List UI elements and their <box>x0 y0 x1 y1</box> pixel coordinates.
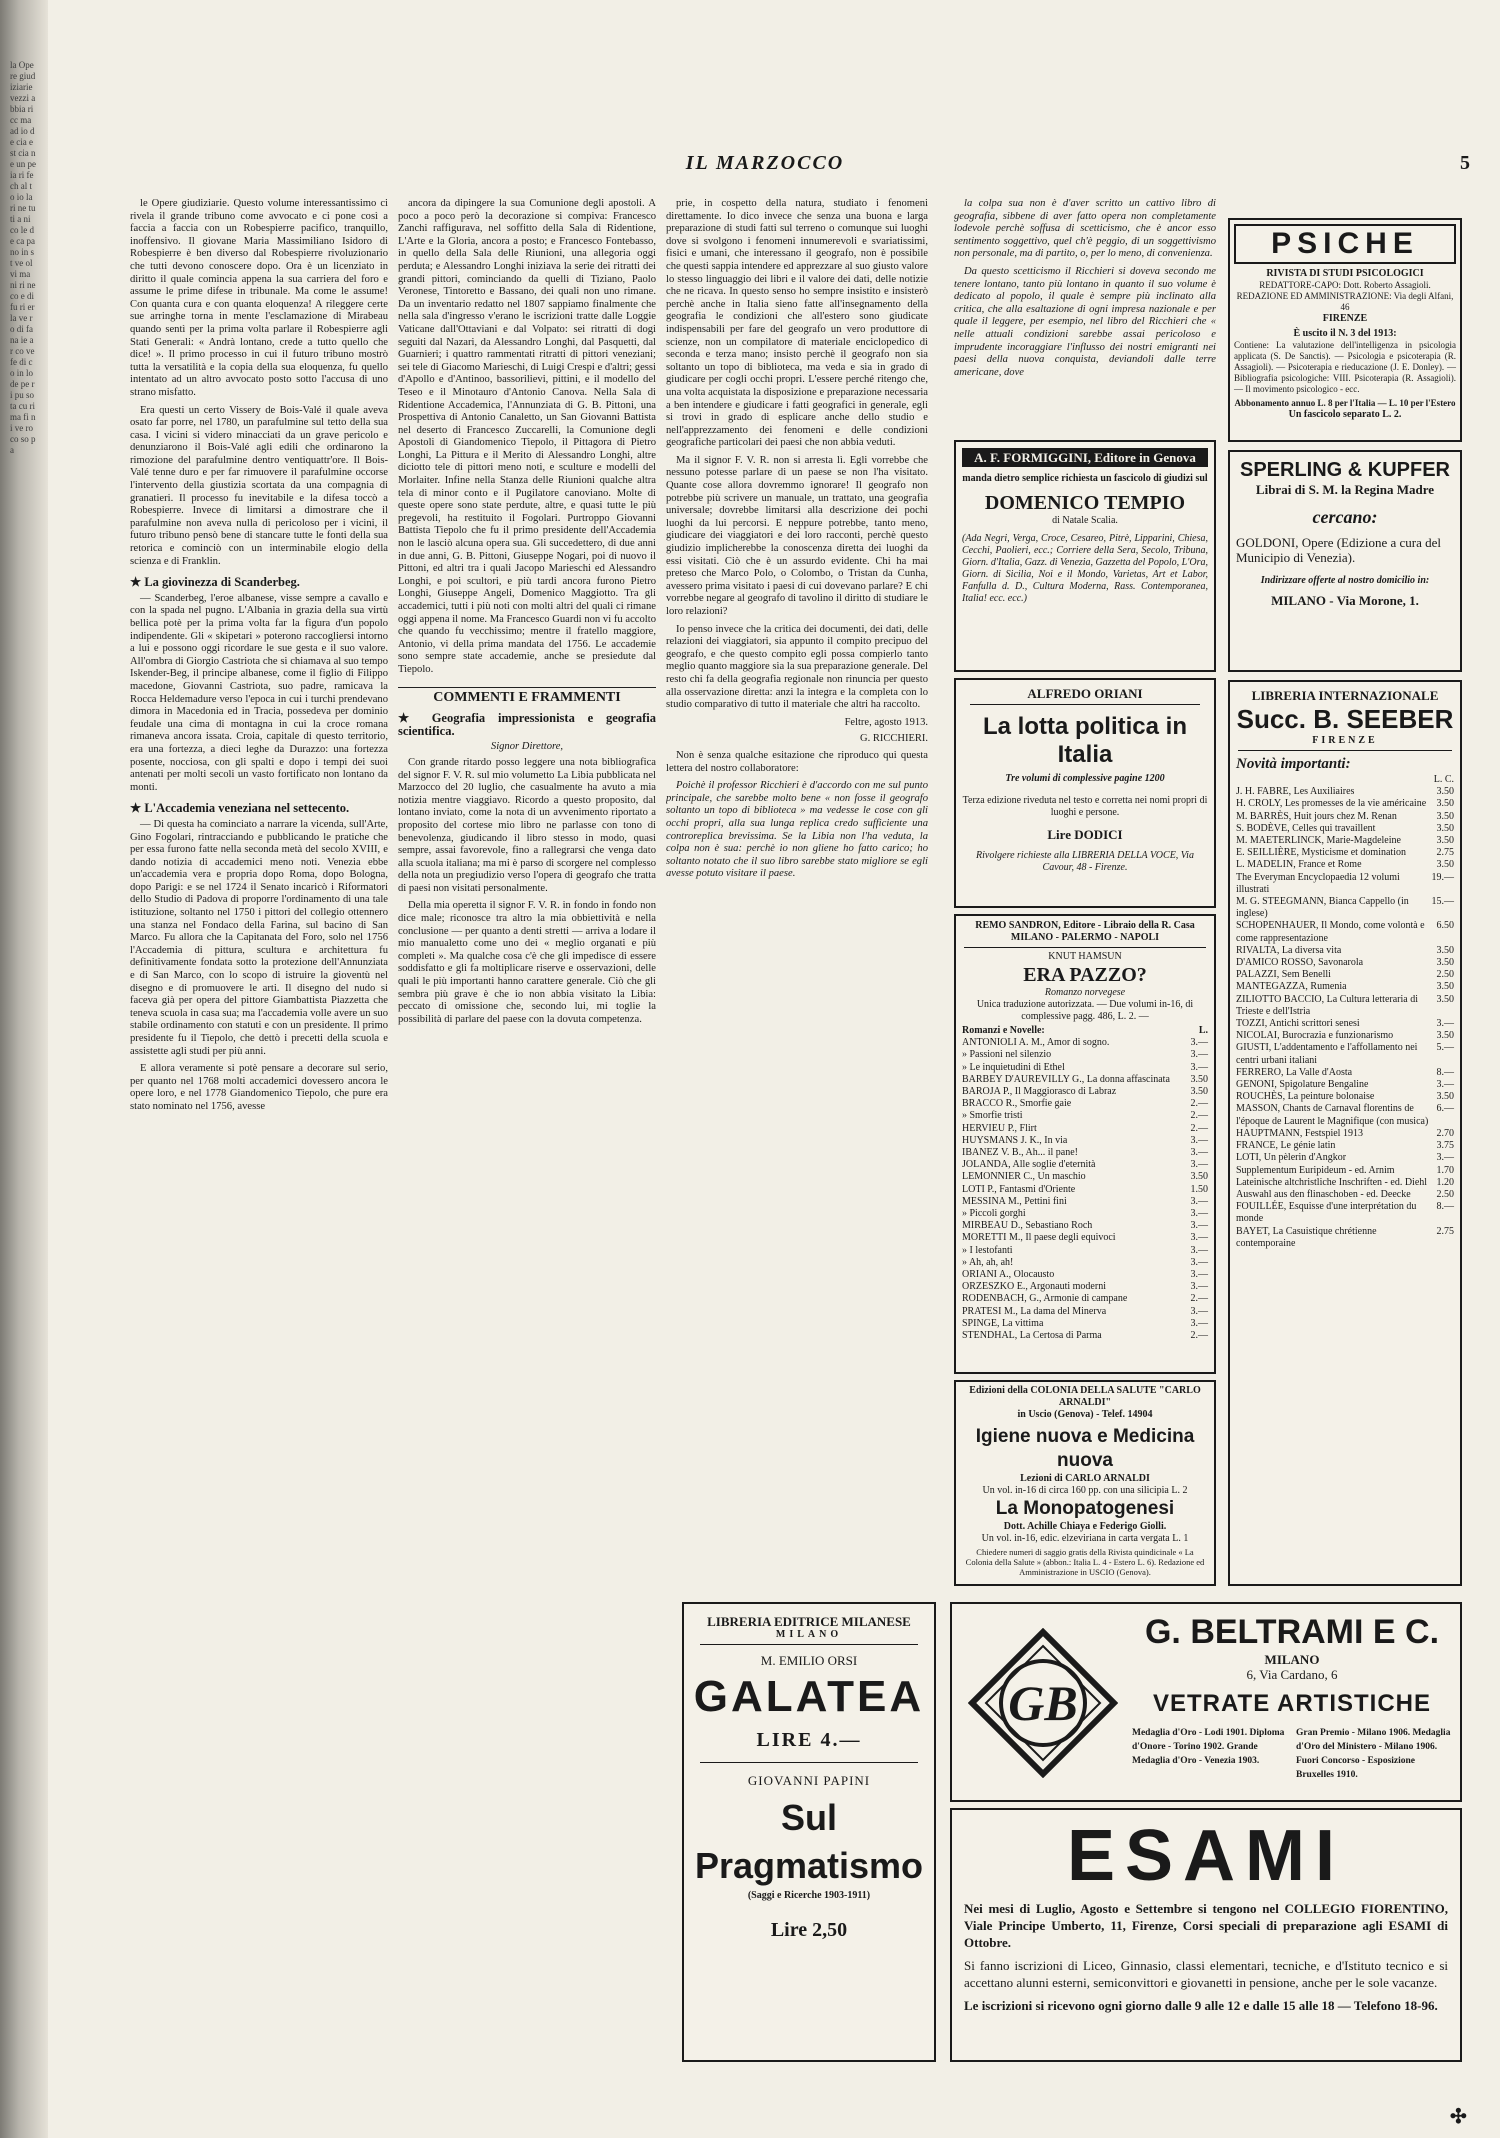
ad-text: Un vol. in-16 di circa 160 pp. con una silicipia L. 2 <box>982 1485 1188 1496</box>
book-title: Sul Pragmatismo <box>694 1797 924 1886</box>
list-item-price: 3.50 <box>1436 944 1454 956</box>
list-item-title: M. MAETERLINCK, Marie-Magdeleine <box>1236 835 1401 847</box>
list-item-title: HERVIEU P., Flirt <box>962 1122 1037 1134</box>
list-item-price: 2.— <box>1190 1330 1208 1342</box>
list-item-price: 3.50 <box>1436 786 1454 798</box>
spine-text: la Opere giudiziarie vezzi abbia ricc ma ad io de cia est cia ne un pe ia ri fe ch al to io la ri ne tu ti a ni co le de ca pa no in st ve ol vi ma ni ri ne co e di fu ri er la ve ro di fa na ie ar co ve fe di co in lo de pe ri pu so ta cu ri ma fi ni ve ro co so pa <box>10 60 36 455</box>
list-item-title: ZILIOTTO BACCIO, La Cultura letteraria di Trieste e dell'Istria <box>1236 993 1418 1017</box>
list-item-price: 2.50 <box>1436 1188 1454 1200</box>
ad-title: Edizioni della COLONIA DELLA SALUTE "CARLO ARNALDI" <box>969 1385 1201 1408</box>
paragraph: prie, in cospetto della natura, studiato i fenomeni direttamente. Io dico invece che senza una buona e larga preparazione di studi fatti sul terreno o comunque sui luoghi dove si svolgono i fenomeni innumerevoli e svariatissimi, fisici e umani, che interessano il geografo, non è possibile che questi sappia intendere ed apprezzare al suo giusto valore lo stesso linguaggio dei libri e il valore dei dati, delle notizie che ne ricava. In questo senso ho sempre insistito e insisterò perchè anche in Italia sieno fatte all'insegnamento della geografia le condizioni che all'estero sono giudicate indispensabili per fare del geografo un vero produttore di scienze, non un compilatore di materiale enciclopedico di seconda e terza mano; insisto perchè il geografo non sia soltanto un topo di biblioteca, ma veda e sia in grado di giudicare per cogli occhi propri. L'essere perché ritengo che, una volta acquistata la disposizione e preparazione necessaria a ben intendere e giudicare i fatti geografici in generale, egli si trovi in grado di esplicare anche dello studio e nell'apprezzamento dei fenomeni e delle condizioni geografiche particolari dei paesi che non abbia veduti. <box>666 198 928 449</box>
list-item-title: HAUPTMANN, Festspiel 1913 <box>1236 1127 1363 1139</box>
list-item <box>956 1269 1214 1281</box>
list-item <box>1230 920 1460 944</box>
list-item <box>1230 957 1460 969</box>
list-item <box>956 1257 1214 1269</box>
list-item-title: PALAZZI, Sem Benelli <box>1236 969 1331 981</box>
list-item <box>1230 1067 1460 1079</box>
book-title: La lotta politica in Italia <box>982 713 1187 768</box>
list-item-title: FERRERO, La Valle d'Aosta <box>1236 1066 1353 1078</box>
book-author: Dott. Achille Chiaya e Federigo Giolli. <box>1003 1521 1167 1532</box>
list-item-title: ORIANI A., Olocausto <box>962 1269 1055 1281</box>
list-item-price: 2.70 <box>1436 1127 1454 1139</box>
ad-oriani <box>954 678 1216 908</box>
list-item-title: FRANCE, Le génie latin <box>1236 1140 1336 1152</box>
book-title: La Monopatogenesi <box>995 1498 1175 1519</box>
list-item <box>1230 1030 1460 1042</box>
list-item <box>1230 1091 1460 1103</box>
article-heading: ★ Geografia impressionista e geografia scientifica. <box>398 711 656 738</box>
masthead: IL MARZOCCO <box>685 152 845 174</box>
book-author: Lezioni di CARLO ARNALDI <box>1020 1473 1150 1484</box>
article-column-1 <box>130 198 388 2108</box>
signature-name: G. RICCHIERI. <box>860 733 928 745</box>
list-item-title: » Smorfie tristi <box>962 1110 1023 1122</box>
list-item <box>1230 1201 1460 1225</box>
list-item <box>1230 1079 1460 1091</box>
list-item <box>1230 1165 1460 1177</box>
list-item-title: RIVALTA, La diversa vita <box>1236 944 1342 956</box>
list-item <box>956 1086 1214 1098</box>
ad-city: MILANO <box>775 1629 843 1640</box>
paragraph: — Scanderbeg, l'eroe albanese, visse sempre a cavallo e con la spada nel pugno. L'Albania in grazia della sua virtù bellica potè per la prima volta far la figura d'un popolo indipendente. Gli « skipetari » poterono raccogliersi intorno a lui e possono oggi ricordare le sue gesta e il suo valore. All'ombra di Giorgio Castriota che si chiamava al suo tempo Iskender-Beg, il principe albanese, come il figlio di Filippo macedone, Giovanni Castriota, suo padre, ramicava la Rocca Heldemadure verso l'epoca in cui i turchi prendevano dimora in Macedonia ed in Tracia, possedeva per dominio feudale una cima di montagna in cui la croce romana rimaneva ancora issata. Croia, capitale di questo territorio, era una fortezza, a dieci leghe da Durazzo: una fortezza posente, nocciosa, con gli spalti e dopo i tempi dei suoi antenati per molti secoli un vasto fortificato non lontano da monti. <box>130 592 388 793</box>
list-item <box>1230 1103 1460 1127</box>
list-item-price: 3.50 <box>1436 835 1454 847</box>
list-currency: L. <box>1198 1025 1208 1036</box>
list-item <box>956 1074 1214 1086</box>
ad-address: 6, Via Cardano, 6 <box>1246 1667 1338 1682</box>
list-item-price: 6.50 <box>1436 920 1454 932</box>
ad-subtitle: Librai di S. M. la Regina Madre <box>1255 482 1435 497</box>
paragraph: Da questo scetticismo il Ricchieri si doveva secondo me tenere lontano, tanto più lontano in quanto il suo volume è dedicato al popolo, il quale è sempre più inclinato alla critica, che alla esaltazione di ogni impresa nazionale e per quale il leggere, per esempio, nel libro del Ricchieri che « nelle attuali condizioni sarebbe assai pericoloso e imprudente incoraggiare l'influsso dei nostri emigranti nei paesi della nuova conquista, deviandoli dalle terre americane, dove <box>954 265 1216 378</box>
list-item <box>956 1196 1214 1208</box>
list-item <box>1230 1042 1460 1066</box>
ad-title: REMO SANDRON, Editore - Libraio della R. Casa <box>975 920 1195 931</box>
ad-order: Rivolgere richieste alla LIBRERIA DELLA VOCE, Via Cavour, 48 - Firenze. <box>976 850 1194 873</box>
list-item <box>956 1220 1214 1232</box>
paragraph: Poichè il professor Ricchieri è d'accordo con me sul punto principale, che sarebbe molto bene « non fosse il geografo soltanto un topo di biblioteca » ma vedesse le cose con gli occhi propri, alla sua lunga replica credo sufficiente una controreplica brevissima. Se la Libia non l'ha veduta, la colpa non è sua: perchè io non gliene ho fatto carico; ho soltanto notato che il suo libro sarebbe stato migliore se egli avesse potuto visitare il paese. <box>666 780 928 880</box>
list-item-price: 3.50 <box>1436 1091 1454 1103</box>
ad-sandron <box>954 914 1216 1374</box>
list-item-price: 2.— <box>1190 1110 1208 1122</box>
book-price: Lire 2,50 <box>770 1919 848 1941</box>
ad-title: ESAMI <box>1066 1816 1346 1896</box>
book-title: DOMENICO TEMPIO <box>984 492 1186 514</box>
list-item-price: 3.— <box>1190 1208 1208 1220</box>
list-item <box>956 1171 1214 1183</box>
list-item-price: 2.— <box>1190 1293 1208 1305</box>
list-item-price: 3.— <box>1436 1152 1454 1164</box>
list-item-price: 3.— <box>1190 1195 1208 1207</box>
list-item-title: M. BARRÈS, Huit jours chez M. Renan <box>1236 810 1397 822</box>
list-item-price: 3.— <box>1190 1220 1208 1232</box>
book-list <box>956 1037 1214 1342</box>
ad-text: Si fanno iscrizioni di Liceo, Ginnasio, classi elementari, tecniche, e d'Istituto tecnico e si accettano alunni esterni, semiconvittori e giovanetti in pensione, anche per le sole vacanze. <box>964 1958 1448 1990</box>
list-item-price: 3.— <box>1190 1281 1208 1293</box>
paragraph: E allora veramente si potè pensare a decorare sul serio, per quanto nel 1768 molti accademici dovessero ancora le opere loro, e nel 1778 Giandomenico Tiepolo, che pure era stato nominato nel 1756, avesse <box>130 1063 388 1112</box>
ad-item: GOLDONI, Opere (Edizione a cura del Municipio di Venezia). <box>1236 535 1442 565</box>
ad-price: Lire DODICI <box>1047 827 1123 842</box>
list-item-title: GIUSTI, L'addentamento e l'affollamento nei centri urbani italiani <box>1236 1042 1418 1066</box>
ad-name: G. BELTRAMI E C. <box>1144 1613 1440 1651</box>
list-item-title: M. G. STEEGMANN, Bianca Cappello (in inglese) <box>1236 896 1409 920</box>
beltrami-monogram-icon <box>968 1628 1118 1778</box>
page-number: 5 <box>1460 152 1470 174</box>
list-item-price: 3.— <box>1190 1049 1208 1061</box>
ad-reviews: (Ada Negri, Verga, Croce, Cesareo, Pitrè, Lipparini, Chiesa, Cecchi, Paolieri, ecc.; Corriere della Sera, Secolo, Tribuna, Giorn. d'Italia, Gazz. di Venezia, Gazzetta del Popolo, L'Ora, Giorn. di Sicilia, Noi e il Mondo, Varietas, Art et Labor, Fanfulla d. D., Cultura Moderna, Rass. Contemporanea, Italia! ecc. ecc.) <box>962 533 1208 604</box>
list-item <box>956 1232 1214 1244</box>
list-item-price: 3.— <box>1190 1061 1208 1073</box>
ad-sperling <box>1228 450 1462 672</box>
ad-milanese <box>682 1602 936 2062</box>
list-item-price: 1.50 <box>1190 1183 1208 1195</box>
list-item-price: 3.75 <box>1436 1140 1454 1152</box>
list-item-title: SCHOPENHAUER, Il Mondo, come volontà e come rappresentazione <box>1236 920 1425 944</box>
list-item-price: 3.50 <box>1436 798 1454 810</box>
list-section: Novità importanti: <box>1236 756 1351 772</box>
list-item-price: 3.— <box>1190 1147 1208 1159</box>
ad-city: FIRENZE <box>1312 735 1378 746</box>
list-item-title: FOUILLÉE, Esquisse d'une interprétation du monde <box>1236 1201 1417 1225</box>
paragraph: ancora da dipingere la sua Comunione degli apostoli. A poco a poco però la decorazione si compiva: Francesco Zanchi raffigurava, nel soffitto della Sala di Ridentione, L'Arte e la Gloria, ancora a posto; e Francesco Fontebasso, in quello della Sala delle Riunioni, una allegoria oggi perduta; e Alessandro Longhi iniziava la serie dei ritratti dei grandi pittori, cominciando da quelli di Tiziano, Paolo Veronese, Tintoretto e Bassano, dei quali non uno rimane. Da un inventario redatto nel 1807 sappiamo finalmente che nella sala d'ingresso v'erano le iscrizioni tratte dalle Loggie Vaticane dall'Ottaviani e dal Volpato: sei ritratti di dogi seguiti dal Nazari, da Alessandro Longhi, dal Pasquetti, dal Guarnieri; i quattro rammentati ritratti di pittori veneziani; sei tele di Giacomo Marieschi, di Luigi Crespi e d'altri; gessi d'Apollo e d'Antinoo, bassorilievi, pittini, e il modello del Teseo e il Minotauro d'Antonio Canova. Nella Sala di Ridentione Accademica, l'Annunziata di G. B. Pittoni, una Prospettiva di Antonio Canaletto, un San Giovanni Battista nel deserto di Francesco Zuccarelli, la Comunione degli Apostoli di Giandomenico Tiepolo, il Pittagora di Pietro Longhi, La Pittura e il Merito di Alessandro Longhi, altre diciotto tele di pittori meno noti, e sculture e modelli del Morlaiter. Infine nella Stanza delle Riunioni qualche altra tela di minor conto e il Pugilatore canoviano. Molte di queste opere sono state perdute, altre, e quasi tutte le più pregevoli, ha restituito il Fogolari. Purtroppo Giovanni Battista Tiepolo che fu il primo presidente dell'Accademia non le lasciò alcuna opera sua. Gli succedettero, di due anni in due anni, G. B. Pittoni, Giuseppe Nogari, poi di nuovo il Pittoni, ed altri tra i quali Jacopo Marieschi ed Alessandro Longhi, e poi scultori, e più tardi ancora furono Pietro Longhi, Giuseppe Angeli, Domenico Maggiotto. Tra gli accademici, tutti i più noti con molti altri del quali ci rimane oggi appena il nome. Ma Francesco Guardi non vi fu accolto che quando fu vecchissimo; mentre il fratello maggiore, Antonio, vi della prima mandata del 1756. Le accademie sono sempre state accademie, anche se presiedute dal Tiepolo. <box>398 198 656 675</box>
ad-text: Le iscrizioni si ricevono ogni giorno dalle 9 alle 12 e dalle 15 alle 18 — Telefono 18-96. <box>964 1998 1438 2013</box>
paragraph: Con grande ritardo posso leggere una nota bibliografica del signor F. V. R. sul mio volumetto La Libia pubblicata nel Marzocco del 20 luglio, che casualmente ha avuto a mia notizia mentre viaggiavo. Ricordo a questo proposito, dal lontano inviato, come la nota di un avvenimento riportato a proposito del cortese mio libro ne parlasse con tono di benevolenza, giudicando il libro stesso in modo, quasi sempre, assai favorevole, fino a rallegrarsi che venga dato alla scuola italiana; ma mi è parso di scorgere nel complesso della nota un pregiudizio verso l'opera di geografo che tratta di paesi non visitati personalmente. <box>398 756 656 894</box>
list-item <box>956 1135 1214 1147</box>
list-item-price: 2.— <box>1190 1122 1208 1134</box>
list-item-title: ROUCHÈS, La peinture bolonaise <box>1236 1091 1375 1103</box>
list-item <box>1230 786 1460 798</box>
list-item-title: MASSON, Chants de Carnaval florentins de l'époque de Laurent le Magnifique (con musica) <box>1236 1103 1429 1127</box>
list-item <box>1230 981 1460 993</box>
list-item-price: 3.— <box>1190 1134 1208 1146</box>
ad-subtitle: in Uscio (Genova) - Telef. 14904 <box>1017 1409 1153 1420</box>
list-item-title: PRATESI M., La dama del Minerva <box>962 1305 1107 1317</box>
list-item-title: BAYET, La Casuistique chrétienne contemporaine <box>1236 1225 1377 1249</box>
list-item <box>1230 994 1460 1018</box>
page-header <box>60 152 1470 182</box>
list-item <box>1230 872 1460 896</box>
list-item <box>956 1245 1214 1257</box>
list-item-title: » Passioni nel silenzio <box>962 1049 1052 1061</box>
list-item <box>1230 1189 1460 1201</box>
list-item-title: BAROJA P., Il Maggiorasco di Labraz <box>962 1086 1117 1098</box>
list-item <box>1230 1128 1460 1140</box>
ad-city: MILANO <box>1264 1652 1320 1667</box>
ad-cities: MILANO - PALERMO - NAPOLI <box>1010 932 1160 943</box>
list-item <box>956 1147 1214 1159</box>
monogram-text: GB <box>1008 1675 1078 1731</box>
ad-text: Unica traduzione autorizzata. — Due volumi in-16, di complessive pagg. 486, L. 2. — <box>976 999 1194 1022</box>
list-item-title: IBANEZ V. B., Ah... il pane! <box>962 1147 1079 1159</box>
list-item-title: JOLANDA, Alle soglie d'eternità <box>962 1159 1096 1171</box>
ad-text: Tre volumi di complessive pagine 1200 <box>1005 773 1165 784</box>
ad-office: REDAZIONE ED AMMINISTRAZIONE: Via degli Alfani, 46 <box>1236 291 1454 312</box>
paragraph: — Di questa ha cominciato a narrare la vicenda, sull'Arte, Gino Fogolari, rintracciando e pubblicando le pratiche che per essa furono fatte nella seconda metà del secolo XVIII, e dando notizia di accademici meno noti. Venezia ebbe un'accademia vera e propria dopo Roma, dopo Bologna, dopo Parigi: e se nel 1724 il Senato incaricò i Riformatori dello Studio di Padova di proporre l'ordinamento di una tale istituzione, soltanto nel 1750 i pittori del collegio ottennero una stanza nel Fondaco della Farina, sul bacino di San Marco. Fu allora che la Capitanata del Foro, solo nel 1756 l'Accademia di pittura, scultura e architettura fu definitivamente fondata sotto la protezione dell'Annunziata e di San Marco, con lo scopo di istruire la gioventù nel disegno e di promuovere le arti. Il disegno del nudo si faceva già per opera del pittore Giambattista Piazzetta che teneva scuola in casa sua; ma l'accademia volle avere un suo stabile ordinamento con statuti e con un presidente. Il primo presidente fu il Tiepolo, che dettò i precetti della scuola e assistette agli studi per più anni. <box>130 818 388 1057</box>
list-item <box>956 1330 1214 1342</box>
book-author: KNUT HAMSUN <box>1048 951 1122 962</box>
ad-arnaldi <box>954 1380 1216 1586</box>
ad-beltrami <box>950 1602 1462 1802</box>
list-item <box>956 1098 1214 1110</box>
list-item-price: 8.— <box>1436 1201 1454 1213</box>
list-item <box>1230 896 1460 920</box>
list-item <box>956 1123 1214 1135</box>
ad-text: manda dietro semplice richiesta un fascicolo di giudizi sul <box>962 473 1208 484</box>
list-item-title: GENONI, Spigolature Bengaline <box>1236 1079 1369 1091</box>
list-item-title: J. H. FABRE, Les Auxiliaires <box>1236 786 1355 798</box>
list-item-price: 3.— <box>1190 1244 1208 1256</box>
list-item <box>1230 859 1460 871</box>
list-item-price: 3.— <box>1190 1317 1208 1329</box>
section-heading: COMMENTI E FRAMMENTI <box>398 687 656 705</box>
list-item-price: 2.— <box>1190 1098 1208 1110</box>
list-item-price: 3.— <box>1190 1037 1208 1049</box>
ad-contents: Contiene: La valutazione dell'intelligenza in psicologia applicata (S. De Sanctis). — Psicologia e psicoterapia (R. Assagioli). — Psicoterapia e rieducazione (J. E. Donley). — Bibliografia psicologiche: VIII. Psicoterapia (R. Assagioli). — Il movimento psicologico - ecc. <box>1234 340 1456 394</box>
list-item-title: MORETTI M., Il paese degli equivoci <box>962 1232 1116 1244</box>
list-item <box>1230 1018 1460 1030</box>
book-author: di Natale Scalia. <box>1052 515 1118 526</box>
paragraph: Non è senza qualche esitazione che riproduco qui questa lettera del nostro collaboratore: <box>666 749 928 774</box>
ad-title: A. F. FORMIGGINI, Editore in Genova <box>962 448 1208 467</box>
list-item-price: 2.50 <box>1436 969 1454 981</box>
list-item-title: BARBEY D'AUREVILLY G., La donna affascinata <box>962 1073 1170 1085</box>
list-item <box>956 1293 1214 1305</box>
ad-name: Succ. B. SEEBER <box>1236 704 1454 734</box>
list-item-price: 6.— <box>1436 1103 1454 1115</box>
list-item-price: 3.— <box>1436 1018 1454 1030</box>
list-item-title: ANTONIOLI A. M., Amor di sogno. <box>962 1037 1110 1049</box>
list-item <box>1230 945 1460 957</box>
salutation: Signor Direttore, <box>490 741 564 753</box>
list-item-title: H. CROLY, Les promesses de la vie américaine <box>1236 798 1427 810</box>
list-item-title: MIRBEAU D., Sebastiano Roch <box>962 1220 1093 1232</box>
ad-price: Abbonamento annuo L. 8 per l'Italia — L. 10 per l'Estero <box>1234 398 1456 408</box>
list-item-title: » I lestofanti <box>962 1244 1013 1256</box>
list-item-price: 3.50 <box>1436 859 1454 871</box>
list-item <box>956 1184 1214 1196</box>
list-item <box>956 1159 1214 1171</box>
paragraph: le Opere giudiziarie. Questo volume interessantissimo ci rivela il grande tribuno come avvocato e ci pone così a faccia a faccia con un Robespierre pacifico, tranquillo, inoffensivo. Il giovane Maria Massimiliano Isidoro di Robespierre è ben diverso dal Robespierre rivoluzionario che tutti devono conoscere dopo. Ora è un licenziato in diritto il quale comincia appena la sua carriera del foro e assume le prime difese in tribunale. Ma come le assume! Con quanta cura e con quanta eloquenza! A rileggere certe sue arringhe torna in mente l'esclamazione di Mirabeau quando sentì per la prima volta parlare il Robespierre agli Stati Generali: « Andrà lontano, crede a tutto quello che dice! ». Il primo processo in cui il futuro tribuno mostrò tutta la versatilità e la copia della sua eloquenza, fu quello intentato ad un altro avvocato posto sotto l'accusa di uno strano misfatto. <box>130 198 388 398</box>
list-item-title: Supplementum Euripideum - ed. Arnim <box>1236 1164 1395 1176</box>
list-item <box>1230 1177 1460 1189</box>
book-spine <box>0 0 48 2138</box>
list-item <box>1230 1226 1460 1250</box>
list-item-price: 3.50 <box>1436 957 1454 969</box>
list-item <box>956 1062 1214 1074</box>
paragraph: la colpa sua non è d'aver scritto un cattivo libro di geografia, sibbene di aver fatto opera non completamente lodevole perchè soffusa di scetticismo, che è ancor esso sentimento soggettivo, quel ch'è peggio, di un soggettivismo non personale, ma di partito, o, per lo meno, di convenienza. <box>954 198 1216 260</box>
book-subtitle: (Saggi e Ricerche 1903-1911) <box>747 1890 871 1901</box>
article-column-2 <box>398 198 656 2108</box>
ad-title: LIBRERIA INTERNAZIONALE <box>1251 688 1439 703</box>
list-item <box>956 1049 1214 1061</box>
ad-title: PSICHE <box>1234 224 1456 264</box>
list-item-price: 1.20 <box>1436 1176 1454 1188</box>
list-item-price: 3.— <box>1190 1269 1208 1281</box>
book-price: LIRE 4.— <box>756 1729 862 1751</box>
list-item <box>1230 847 1460 859</box>
ad-esami <box>950 1808 1462 2062</box>
list-item <box>956 1318 1214 1330</box>
list-item-title: » Le inquietudini di Ethel <box>962 1061 1065 1073</box>
list-item-price: 3.50 <box>1436 1030 1454 1042</box>
ad-text: Un vol. in-16, edic. elzeviriana in carta vergata L. 1 <box>981 1533 1189 1544</box>
list-item-title: » Ah, ah, ah! <box>962 1256 1014 1268</box>
ad-cercano: cercano: <box>1312 507 1378 527</box>
list-item <box>1230 811 1460 823</box>
list-item-price: 1.70 <box>1436 1164 1454 1176</box>
list-item-title: NICOLAI, Burocrazia e funzionarismo <box>1236 1030 1394 1042</box>
list-item-price: 3.50 <box>1190 1171 1208 1183</box>
list-item-title: SPINGE, La vittima <box>962 1317 1044 1329</box>
list-item-price: 3.50 <box>1436 810 1454 822</box>
ad-issue: È uscito il N. 3 del 1913: <box>1293 328 1397 339</box>
signature-place: Feltre, agosto 1913. <box>844 716 928 728</box>
article-heading: ★ La giovinezza di Scanderbeg. <box>130 575 300 590</box>
ad-subtitle: RIVISTA DI STUDI PSICOLOGICI <box>1266 268 1424 279</box>
corner-mark-icon: ✣ <box>1450 2106 1467 2128</box>
list-item-title: MESSINA M., Pettini fini <box>962 1195 1067 1207</box>
list-item-price: 3.— <box>1190 1256 1208 1268</box>
paragraph: Era questi un certo Vissery de Bois-Valé il quale aveva osato far porre, nel 1780, un parafulmine sul tetto della sua casa. I vicini si videro minacciati da un grave pericolo e denunziarono il Bois-Valé agli edili che ordinarono la rimozione del parafulmine dentro ventiquattr'ore. Il Bois-Valé tenne duro e per far rimuovere il parafulmine occorse l'intervento della giustizia scortata da una compagnia di granatieri. Il processo fu inevitabile e la difesa toccò a Robespierre. Invece di limitarsi a dimostrare che il parafulmine non aveva nulla di pericoloso per i vicini, il futuro tribuno pensò bene di stancare tutte le fonti della sua retorica e cominciò con un interminabile elogio della scienza e di Franklin. <box>130 404 388 567</box>
list-item-price: 8.— <box>1436 1066 1454 1078</box>
list-currency: L. C. <box>1433 774 1454 785</box>
list-item-price: 3.50 <box>1190 1086 1208 1098</box>
list-item-price: 3.— <box>1190 1232 1208 1244</box>
list-item <box>1230 1140 1460 1152</box>
ad-title: LIBRERIA EDITRICE MILANESE <box>707 1614 911 1629</box>
list-item <box>956 1037 1214 1049</box>
list-item <box>956 1208 1214 1220</box>
list-item-price: 5.— <box>1436 1042 1454 1054</box>
book-genre: Romanzo norvegese <box>1044 987 1126 998</box>
list-item-title: STENDHAL, La Certosa di Parma <box>962 1330 1102 1342</box>
list-item-price: 19.— <box>1431 871 1454 883</box>
book-title: GALATEA <box>693 1672 925 1721</box>
list-item-title: ORZESZKO E., Argonauti moderni <box>962 1281 1106 1293</box>
book-title: ERA PAZZO? <box>1023 964 1147 986</box>
list-item-title: MANTEGAZZA, Rumenia <box>1236 981 1347 993</box>
ad-awards-right: Gran Premio - Milano 1906. Medaglia d'Oro del Ministero - Milano 1906. Fuori Concorso - Esposizione Bruxelles 1910. <box>1296 1728 1451 1780</box>
list-item-title: LOTI P., Fantasmi d'Oriente <box>962 1183 1076 1195</box>
list-item-title: L. MADELIN, France et Rome <box>1236 859 1362 871</box>
ad-city: FIRENZE <box>1322 313 1368 324</box>
list-item-title: LEMONNIER C., Un maschio <box>962 1171 1086 1183</box>
ad-text: Terza edizione riveduta nel testo e corretta nei nomi propri di luoghi e persone. <box>962 795 1208 818</box>
list-item-price: 3.— <box>1190 1159 1208 1171</box>
paragraph: Io penso invece che la critica dei documenti, dei dati, delle relazioni dei viaggiatori, sia appunto il compito precipuo del geografo, e che questo compito egli possa compierlo tanto meglio quanto maggiore sia la sua preparazione generale. Del resto chi fa della geografia regionale non rinuncia per questo alla osservazione diretta: anzi la integra e la completa con lo studio comparativo di tutto il materiale che altri ha raccolto. <box>666 623 928 711</box>
ad-psiche <box>1228 218 1462 442</box>
list-item-price: 3.50 <box>1436 981 1454 993</box>
list-item-price: 3.50 <box>1436 993 1454 1005</box>
list-item-title: Auswahl aus den flinaschoben - ed. Deecke <box>1236 1188 1411 1200</box>
paragraph: Ma il signor F. V. R. non si arresta lì. Egli vorrebbe che nessuno potesse parlare di un paese se non l'ha visitato. Quante cose allora dovremmo ignorare! Il geografo non potrebbe più scrivere un manuale, un trattato, una geografia universale; dovrebbe limitarsi alla descrizione dei pochi luoghi da lui percorsi. E neppure potrebbe, tanto meno, giudicare dei viaggiatori e dei loro racconti, perchè questo giudizio implicherebbe la conoscenza diretta dei luoghi da essi visitati. Ciò che è un assurdo evidente. Chi ha mai preteso che Marco Polo, o Colombo, o Tristan da Cunha, avessero prima visitato i paesi di cui dovevano parlare? E chi vorrebbe negare al geografo di tavolino il diritto di studiare le loro relazioni? <box>666 454 928 617</box>
list-item <box>956 1110 1214 1122</box>
ad-author: ALFREDO ORIANI <box>1027 686 1143 701</box>
ad-editor: REDATTORE-CAPO: Dott. Roberto Assagioli. <box>1259 280 1431 290</box>
list-item <box>956 1281 1214 1293</box>
list-item-title: S. BODÈVE, Celles qui travaillent <box>1236 822 1376 834</box>
list-item-price: 3.50 <box>1436 822 1454 834</box>
article-heading: ★ L'Accademia veneziana nel settecento. <box>130 801 350 816</box>
list-item <box>1230 969 1460 981</box>
ad-title: SPERLING & KUPFER <box>1239 459 1451 481</box>
list-item <box>1230 1152 1460 1164</box>
ad-single: Un fascicolo separato L. 2. <box>1288 409 1402 420</box>
list-item-title: D'AMICO ROSSO, Savonarola <box>1236 957 1364 969</box>
book-author: M. EMILIO ORSI <box>760 1653 858 1668</box>
list-item-price: 3.— <box>1190 1305 1208 1317</box>
list-item-price: 2.75 <box>1436 1225 1454 1237</box>
list-item-title: Lateinische altchristliche Inschriften - ed. Diehl <box>1236 1176 1428 1188</box>
list-item-title: BRACCO R., Smorfie gaie <box>962 1098 1072 1110</box>
paragraph: Della mia operetta il signor F. V. R. in fondo in fondo non dice male; riconosce tra altro la mia obbiettività e nella conclusione — per quanto a denti stretti — arriva a lodare il mio manualetto come uno dei « meglio organati e più completi ». Ma qualche cosa c'è che gli impedisce di essere soddisfatto e gli fa moltiplicare riserve e osservazioni, delle quali le più importanti hanno carattere generale. Ciò che gli sembra più grave è che io non abbia visitato la Libia: peccato di omissione che, secondo lui, mi toglie la possibilità di parlare del paese con la dovuta competenza. <box>398 900 656 1025</box>
list-item-title: TOZZI, Antichi scrittori senesi <box>1236 1018 1360 1030</box>
ad-address: MILANO - Via Morone, 1. <box>1271 593 1419 608</box>
book-author: GIOVANNI PAPINI <box>747 1773 871 1788</box>
list-item-price: 15.— <box>1431 896 1454 908</box>
list-item-title: » Piccoli gorghi <box>962 1208 1026 1220</box>
list-item-price: 2.75 <box>1436 847 1454 859</box>
list-item <box>1230 798 1460 810</box>
ad-product: VETRATE ARTISTICHE <box>1152 1690 1431 1717</box>
ad-note: Chiedere numeri di saggio gratis della Rivista quindicinale « La Colonia della Salute » (abbon.: Italia L. 4 - Estero L. 6). Redazione ed Amministrazione in USCIO (Genova). <box>965 1547 1205 1577</box>
article-column-4 <box>954 198 1216 430</box>
book-list <box>1230 786 1460 1250</box>
ad-awards-left: Medaglia d'Oro - Lodi 1901. Diploma d'Onore - Torino 1902. Grande Medaglia d'Oro - Venezia 1903. <box>1132 1728 1285 1766</box>
list-section: Romanzi e Novelle: <box>962 1025 1045 1036</box>
list-item-price: 3.— <box>1436 1079 1454 1091</box>
list-item <box>1230 823 1460 835</box>
ad-seeber <box>1228 680 1462 1586</box>
list-item-price: 3.50 <box>1190 1073 1208 1085</box>
list-item <box>1230 835 1460 847</box>
list-item-title: HUYSMANS J. K., In via <box>962 1134 1068 1146</box>
ad-note: Indirizzare offerte al nostro domicilio in: <box>1260 575 1430 586</box>
list-item-title: The Everyman Encyclopaedia 12 volumi illustrati <box>1236 871 1400 895</box>
ad-formiggini <box>954 440 1216 672</box>
list-item-title: RODENBACH, G., Armonie di campane <box>962 1293 1128 1305</box>
list-item-title: LOTI, Un pèlerin d'Angkor <box>1236 1152 1347 1164</box>
list-item-title: E. SEILLIÈRE, Mysticisme et domination <box>1236 847 1406 859</box>
book-title: Igiene nuova e Medicina nuova <box>975 1426 1195 1471</box>
ad-text: Nei mesi di Luglio, Agosto e Settembre si tengono nel COLLEGIO FIORENTINO, Viale Principe Umberto, 11, Firenze, Corsi speciali di preparazione agli ESAMI di Ottobre. <box>964 1901 1448 1950</box>
list-item <box>956 1306 1214 1318</box>
